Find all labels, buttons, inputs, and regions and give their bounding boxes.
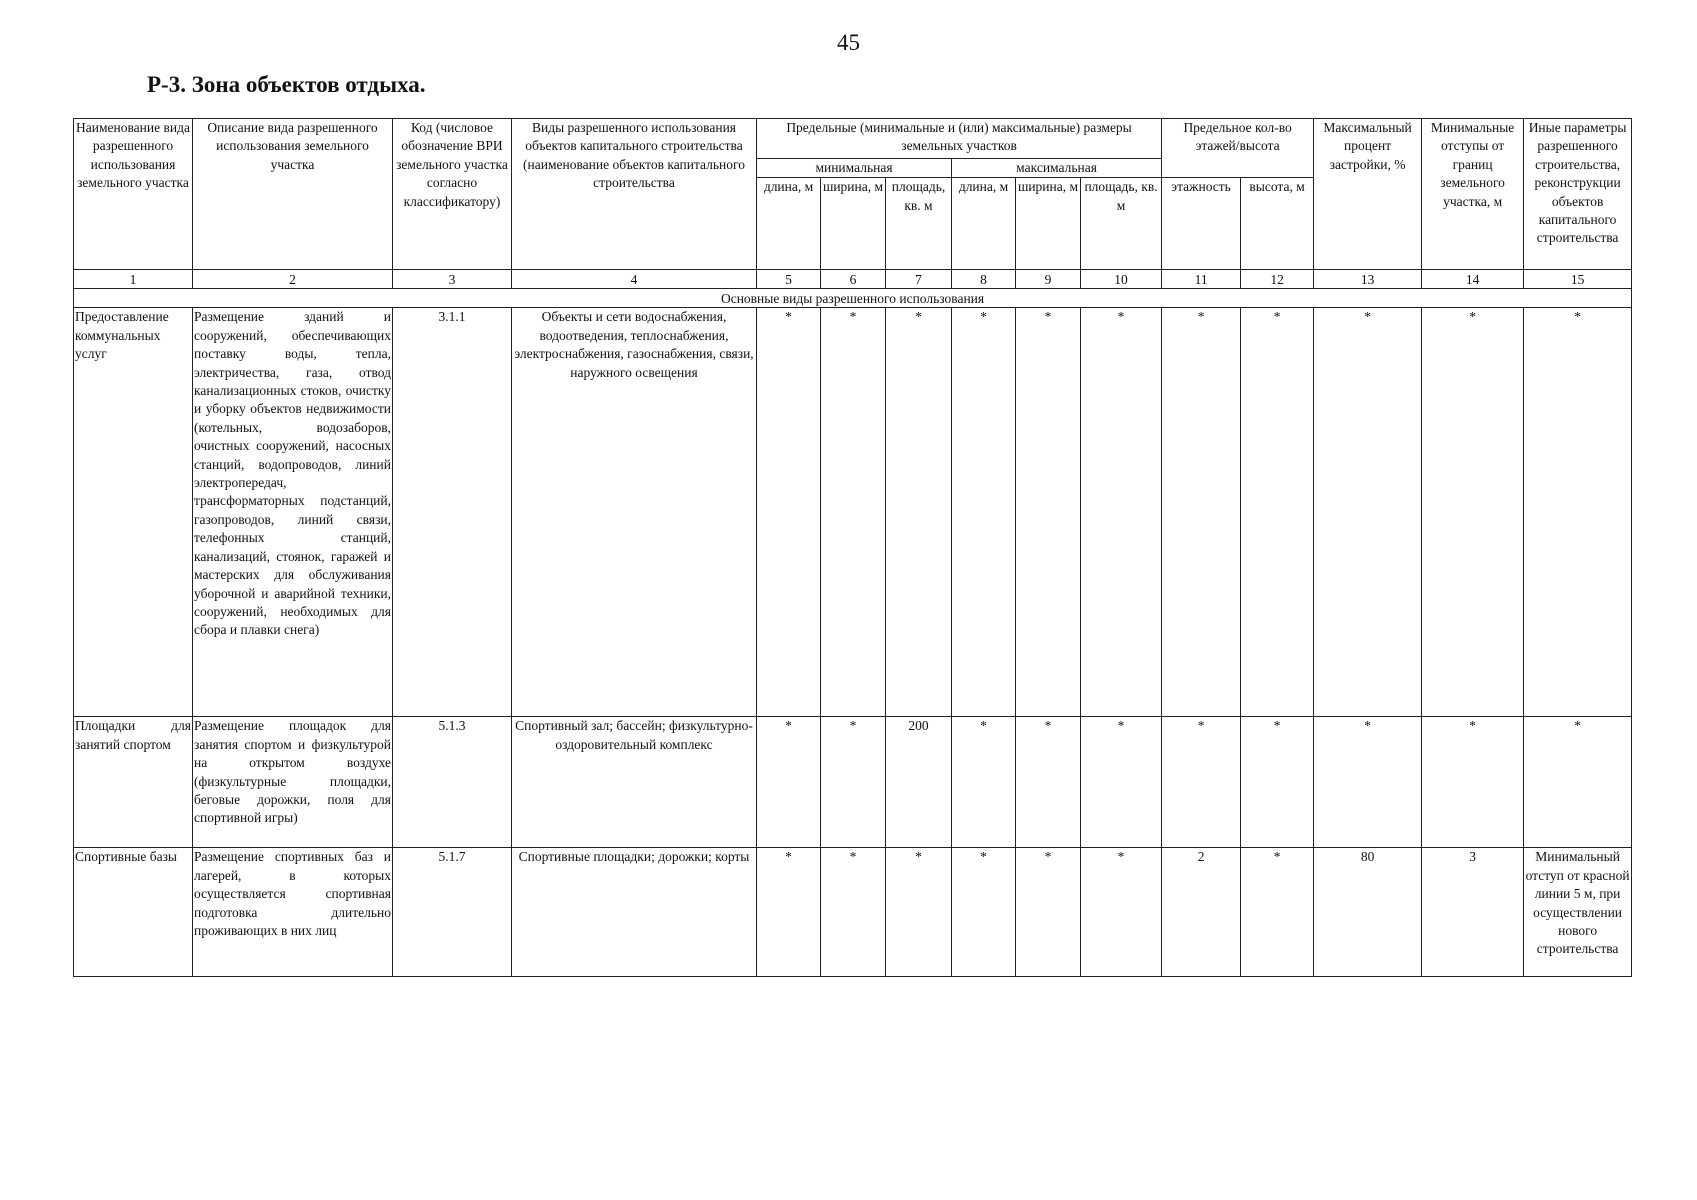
floors: *: [1162, 717, 1241, 848]
column-number: 8: [952, 270, 1016, 289]
use-name: Площадки для занятий спортом: [74, 717, 193, 848]
header-max-width: ширина, м: [1016, 178, 1081, 270]
min-setback: *: [1422, 308, 1524, 717]
column-number: 10: [1081, 270, 1162, 289]
section-title: Основные виды разрешенного использования: [74, 289, 1632, 308]
section-header-row: [74, 289, 1632, 308]
floors: 2: [1162, 848, 1241, 977]
construction-objects: Спортивный зал; бассейн; физкультурно-оздоровительный комплекс: [512, 717, 757, 848]
column-number: 3: [393, 270, 512, 289]
header-min-width: ширина, м: [821, 178, 886, 270]
use-description: Размещение площадок для занятия спортом и физкультурой на открытом воздухе (физкультурные площадки, беговые дорожки, поля для спортивной игры): [193, 717, 393, 848]
header-maximum: максимальная: [952, 159, 1162, 178]
floors: *: [1162, 308, 1241, 717]
header-floor-limits: Предельное кол-во этажей/высота: [1162, 119, 1314, 178]
column-number: 14: [1422, 270, 1524, 289]
use-name: Предоставление коммунальных услуг: [74, 308, 193, 717]
max-length: *: [952, 717, 1016, 848]
column-number: 7: [886, 270, 952, 289]
column-number: 12: [1241, 270, 1314, 289]
zone-regulations-table: [73, 118, 1632, 977]
min-area: *: [886, 308, 952, 717]
column-number: 15: [1524, 270, 1632, 289]
use-code: 3.1.1: [393, 308, 512, 717]
min-width: *: [821, 717, 886, 848]
min-length: *: [757, 308, 821, 717]
table-row: [74, 848, 1632, 977]
max-area: *: [1081, 308, 1162, 717]
other-parameters: *: [1524, 308, 1632, 717]
use-description: Размещение зданий и сооружений, обеспечивающих поставку воды, тепла, электричества, газа, отвод канализационных стоков, очистку и уборку объектов недвижимости (котельных, водозаборов, очистных сооружений, насосных станций, водопроводов, линий электропередач, трансформаторных подстанций, газопроводов, линий связи, телефонных станций, канализаций, стоянок, гаражей и мастерских для обслуживания уборочной и аварийной техники, сооружений, необходимых для сбора и плавки снега): [193, 308, 393, 717]
height: *: [1241, 717, 1314, 848]
min-setback: *: [1422, 717, 1524, 848]
header-max-build-percent: Максимальный процент застройки, %: [1314, 119, 1422, 270]
min-area: 200: [886, 717, 952, 848]
construction-objects: Спортивные площадки; дорожки; корты: [512, 848, 757, 977]
max-length: *: [952, 308, 1016, 717]
column-number: 5: [757, 270, 821, 289]
column-number: 9: [1016, 270, 1081, 289]
table-row: [74, 717, 1632, 848]
min-area: *: [886, 848, 952, 977]
header-floors: этажность: [1162, 178, 1241, 270]
max-width: *: [1016, 308, 1081, 717]
max-build-percent: *: [1314, 717, 1422, 848]
max-length: *: [952, 848, 1016, 977]
header-use-name: Наименование вида разрешенного использования земельного участка: [74, 119, 193, 270]
header-min-length: длина, м: [757, 178, 821, 270]
construction-objects: Объекты и сети водоснабжения, водоотведения, теплоснабжения, электроснабжения, газоснабжения, связи, наружного освещения: [512, 308, 757, 717]
header-other-parameters: Иные параметры разрешенного строительства, реконструкции объектов капитального строительства: [1524, 119, 1632, 270]
header-max-area: площадь, кв. м: [1081, 178, 1162, 270]
table-header-row: [74, 119, 1632, 159]
header-height: высота, м: [1241, 178, 1314, 270]
column-number: 11: [1162, 270, 1241, 289]
table-row: [74, 308, 1632, 717]
use-code: 5.1.3: [393, 717, 512, 848]
use-code: 5.1.7: [393, 848, 512, 977]
min-width: *: [821, 848, 886, 977]
max-area: *: [1081, 848, 1162, 977]
min-width: *: [821, 308, 886, 717]
height: *: [1241, 848, 1314, 977]
header-minimum: минимальная: [757, 159, 952, 178]
header-min-area: площадь, кв. м: [886, 178, 952, 270]
max-build-percent: *: [1314, 308, 1422, 717]
min-setback: 3: [1422, 848, 1524, 977]
header-construction-objects: Виды разрешенного использования объектов капитального строительства (наименование объектов капитального строительства: [512, 119, 757, 270]
other-parameters: *: [1524, 717, 1632, 848]
max-width: *: [1016, 848, 1081, 977]
header-max-length: длина, м: [952, 178, 1016, 270]
min-length: *: [757, 848, 821, 977]
column-number: 2: [193, 270, 393, 289]
min-length: *: [757, 717, 821, 848]
max-width: *: [1016, 717, 1081, 848]
header-use-description: Описание вида разрешенного использования земельного участка: [193, 119, 393, 270]
column-number-row: [74, 270, 1632, 289]
header-plot-size-limits: Предельные (минимальные и (или) максимальные) размеры земельных участков: [757, 119, 1162, 159]
column-number: 4: [512, 270, 757, 289]
column-number: 6: [821, 270, 886, 289]
use-description: Размещение спортивных баз и лагерей, в которых осуществляется спортивная подготовка длительно проживающих в них лиц: [193, 848, 393, 977]
max-area: *: [1081, 717, 1162, 848]
header-use-code: Код (числовое обозначение ВРИ земельного участка согласно классификатору): [393, 119, 512, 270]
max-build-percent: 80: [1314, 848, 1422, 977]
header-min-setbacks: Минимальные отступы от границ земельного участка, м: [1422, 119, 1524, 270]
height: *: [1241, 308, 1314, 717]
column-number: 1: [74, 270, 193, 289]
page-title: Р-3. Зона объектов отдыха.: [147, 72, 426, 97]
use-name: Спортивные базы: [74, 848, 193, 977]
column-number: 13: [1314, 270, 1422, 289]
page-number: 45: [837, 30, 860, 55]
other-parameters: Минимальный отступ от красной линии 5 м, при осуществлении нового строительства: [1524, 848, 1632, 977]
